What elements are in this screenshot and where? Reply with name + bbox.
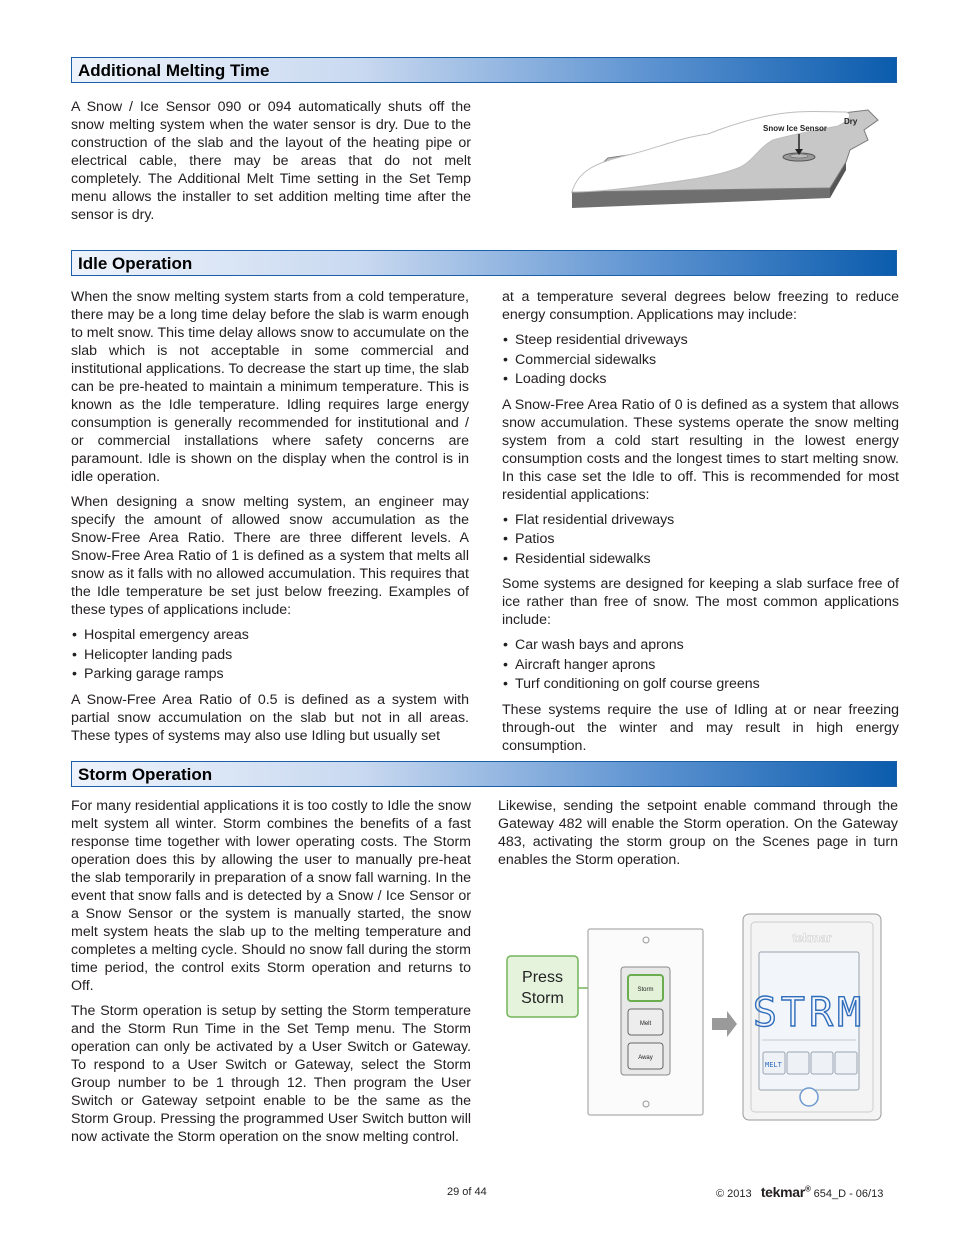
soft-key-label: MELT: [765, 1061, 782, 1069]
paragraph: Some systems are designed for keeping a slab surface free of ice rather than free of snow. The most common applications include:: [502, 576, 899, 628]
footer-right: [716, 1184, 883, 1200]
idle-right-column: [502, 288, 899, 762]
section-header-additional-melting-time: [71, 57, 897, 83]
list-item: • Flat residential driveways: [502, 511, 899, 531]
section-header-idle-operation: [71, 250, 897, 276]
paragraph: Likewise, sending the setpoint enable command through the Gateway 482 will enable the Storm operation. On the Gateway 483, activating the storm group on the Scenes page in turn enables the Storm operation.: [498, 798, 898, 868]
list-item: • Helicopter landing pads: [71, 646, 469, 666]
list-item: • Steep residential driveways: [502, 331, 899, 351]
paragraph: A Snow-Free Area Ratio of 0 is defined as a system that allows snow accumulation. These systems operate the snow melting system from a cold start resulting in the lowest energy consumption costs and the longest times to start melting snow. In this case set the Idle to off. This is recommended for most residential applications:: [502, 396, 899, 503]
lcd-display-text: STRM: [752, 990, 866, 1036]
bullet-list: [502, 331, 899, 390]
list-item: • Aircraft hanger aprons: [502, 656, 899, 676]
list-item: • Parking garage ramps: [71, 665, 469, 685]
storm-left-column: [71, 797, 471, 1153]
list-item: • Loading docks: [502, 370, 899, 390]
sensor-label: Snow Ice Sensor: [763, 124, 828, 133]
callout-line2: Storm: [521, 990, 564, 1007]
paragraph: When the snow melting system starts from a cold temperature, there may be a long time delay before the slab is warm enough to melt snow. This time delay allows snow to accumulate on the slab which is not acceptable in some commercial and institutional applications. To decrease the start up time, the slab can be pre-heated to maintain a minimum temperature. This is known as the Idle temperature. Idling requires large energy consumption is generally recommended for institutional and / or commercial installations where safety concerns are paramount. Idle is shown on the display when the control is in idle operation.: [71, 289, 470, 485]
additional-melting-text: [71, 98, 471, 231]
section-title: Storm Operation: [78, 765, 213, 784]
copyright: © 2013: [716, 1188, 752, 1200]
storm-right-column: [498, 797, 898, 876]
melt-button-label: Melt: [639, 1021, 652, 1027]
list-item: • Residential sidewalks: [502, 550, 899, 570]
bullet-list: [502, 636, 899, 695]
away-button-label: Away: [638, 1055, 653, 1061]
paragraph: When designing a snow melting system, an engineer may specify the amount of allowed snow accumulation as the Snow-Free Area Ratio. There are three different levels. A Snow-Free Area Ratio of 1 is defined as a system that melts all snow as it falls with no allowed accumulation. This requires that the Idle temperature be set just below freezing. Examples of these types of applications include:: [71, 494, 469, 618]
list-item: • Commercial sidewalks: [502, 351, 899, 371]
callout-line1: Press: [522, 969, 563, 986]
storm-control-illustration: [505, 912, 885, 1122]
idle-left-column: [71, 288, 469, 752]
paragraph: A Snow-Free Area Ratio of 0.5 is defined as a system with partial snow accumulation on the slab but not in all areas. These types of systems may also use Idling but usually set: [71, 691, 469, 744]
page-number: 29 of 44: [447, 1186, 487, 1198]
paragraph: The Storm operation is setup by setting the Storm temperature and the Storm Run Time in the Set Temp menu. The Storm operation can only be activated by a User Switch or Gateway. To respond to a User Switch or Gateway, select the Storm Group number to be 1 through 12. Then program the User Switch or Gateway setpoint enable to be the same as the Storm Group. Pressing the programmed User Switch button will now activate the Storm operation on the snow melting control.: [71, 1003, 471, 1145]
paragraph: For many residential applications it is too costly to Idle the snow melt system all winter. Storm combines the benefits of a fast response time together with lower operating costs. The Storm operation does this by allowing the user to manually pre-heat the slab temporarily in preparation of a snow fall warning. In the event that snow falls and is detected by a Snow / Ice Sensor or a Snow Sensor or the system is manually started, the snow melt system heats the slab up to the melting temperature and completes a melting cycle. Should no snow fall during the storm time period, the control exits Storm operation and returns to Off.: [71, 798, 471, 994]
footer-brand-logo: tekmar®: [760, 1184, 811, 1200]
section-title: Idle Operation: [78, 254, 193, 273]
paragraph: at a temperature several degrees below freezing to reduce energy consumption. Applications may include:: [502, 289, 899, 323]
section-header-storm-operation: [71, 761, 897, 787]
list-item: • Patios: [502, 530, 899, 550]
list-item: • Hospital emergency areas: [71, 626, 469, 646]
list-item: • Turf conditioning on golf course greens: [502, 675, 899, 695]
paragraph: These systems require the use of Idling at or near freezing through-out the winter and may result in high energy consumption.: [502, 701, 899, 754]
bullet-list: [71, 626, 469, 685]
paragraph: A Snow / Ice Sensor 090 or 094 automatically shuts off the snow melting system when the water sensor is dry. Due to the construction of the slab and the layout of the heating pipe or electrical cable, there may be areas that do not melt completely. The Additional Melt Time setting in the Set Temp menu allows the installer to set addition melting time after the sensor is dry.: [71, 99, 471, 223]
brand-logo: tekmar: [792, 931, 832, 945]
dry-label: Dry: [844, 117, 858, 126]
bullet-list: [502, 511, 899, 570]
snow-slab-illustration: [568, 100, 888, 215]
doc-number: 654_D - 06/13: [813, 1188, 884, 1200]
section-title: Additional Melting Time: [78, 61, 270, 80]
storm-button-label: Storm: [637, 987, 654, 993]
list-item: • Car wash bays and aprons: [502, 636, 899, 656]
